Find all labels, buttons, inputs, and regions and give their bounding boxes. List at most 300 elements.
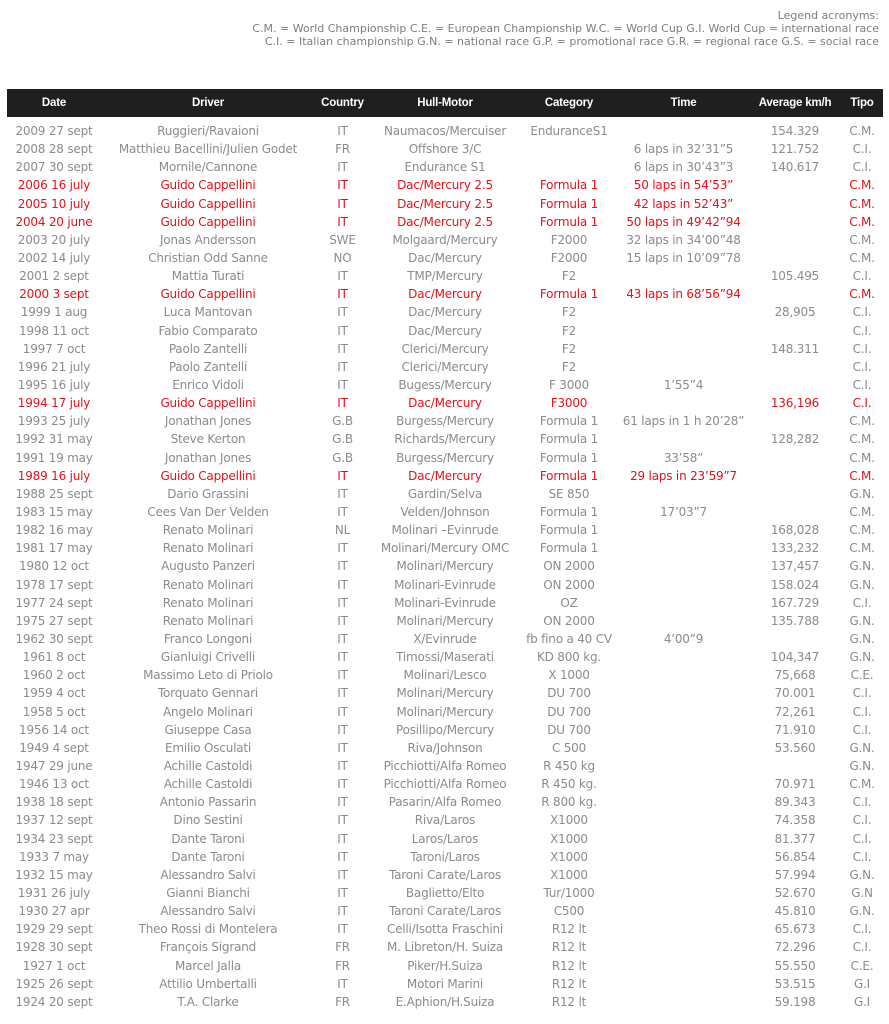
table-row [7, 848, 883, 866]
cell-time [618, 594, 749, 612]
cell-category: fb fino a 40 CV [526, 632, 612, 646]
cell-hull-motor: Dac/Mercury [408, 396, 482, 411]
cell-time [618, 267, 749, 285]
cell-country: IT [337, 214, 348, 229]
cell-tipo: C.M. [849, 777, 875, 792]
cell-time [618, 793, 749, 811]
cell-time [618, 485, 749, 503]
cell-hull-motor: Dac/Mercury [408, 305, 482, 320]
table-row [7, 666, 883, 684]
cell-average-speed: 136,196 [770, 396, 820, 411]
cell-time [618, 539, 749, 557]
cell-average-speed [749, 213, 841, 231]
cell-average-speed [749, 757, 841, 775]
cell-average-speed: 28,905 [774, 305, 816, 320]
cell-time [618, 117, 749, 140]
cell-country: IT [337, 668, 348, 683]
cell-category: Formula 1 [539, 505, 599, 520]
cell-tipo: C.I. [852, 795, 872, 810]
cell-average-speed: 128,282 [770, 432, 820, 447]
column-header-country: Country [315, 89, 370, 117]
cell-date: 1982 16 may [15, 523, 93, 538]
cell-tipo: C.I. [852, 323, 872, 338]
cell-time [618, 739, 749, 757]
cell-average-speed [749, 503, 841, 521]
cell-driver: Guido Cappellini [160, 178, 256, 193]
cell-date: 1992 31 may [15, 432, 93, 447]
cell-time [618, 358, 749, 376]
cell-tipo: G.N. [849, 740, 875, 755]
table-row [7, 557, 883, 575]
cell-date: 1998 11 oct [19, 323, 89, 338]
cell-date: 1995 16 july [17, 378, 91, 393]
cell-hull-motor: Molinari/Mercury OMC [380, 541, 510, 556]
table-row [7, 993, 883, 1011]
cell-date: 2007 30 sept [15, 160, 93, 175]
table-row [7, 358, 883, 376]
cell-tipo: C.M. [849, 468, 875, 483]
cell-time [618, 811, 749, 829]
cell-hull-motor: Piker/H.Suiza [407, 958, 483, 973]
cell-country: IT [337, 505, 348, 520]
cell-country: IT [337, 595, 348, 610]
cell-country: IT [337, 378, 348, 393]
cell-hull-motor: Laros/Laros [411, 831, 479, 846]
cell-tipo: G.N [851, 885, 873, 900]
table-row [7, 612, 883, 630]
cell-time [618, 884, 749, 902]
legend-line-2: C.I. = Italian championship G.N. = national race G.P. = promotional race G.R. = regional race G.S. = social race [264, 35, 879, 48]
cell-hull-motor: Dac/Mercury [408, 251, 482, 266]
cell-country: IT [337, 922, 348, 937]
cell-category: R12 lt [551, 976, 587, 991]
cell-country: IT [337, 196, 348, 211]
table-row [7, 648, 883, 666]
cell-average-speed [749, 285, 841, 303]
cell-time: 32 laps in 34’00”48 [626, 232, 741, 247]
cell-date: 2005 10 july [17, 196, 91, 211]
cell-average-speed [749, 195, 841, 213]
table-row [7, 117, 883, 140]
table-row [7, 539, 883, 557]
cell-average-speed [749, 358, 841, 376]
table-row [7, 503, 883, 521]
cell-driver: Guido Cappellini [160, 214, 256, 229]
cell-hull-motor: Gardin/Selva [407, 486, 483, 501]
cell-date: 2006 16 july [17, 178, 91, 193]
cell-country: IT [337, 813, 348, 828]
cell-average-speed [749, 630, 841, 648]
table-row [7, 303, 883, 321]
cell-category: F2 [561, 269, 577, 284]
cell-date: 1949 4 sept [19, 740, 89, 755]
table-row [7, 594, 883, 612]
cell-category: Formula 1 [539, 414, 599, 429]
cell-average-speed [749, 449, 841, 467]
cell-driver: Guido Cappellini [160, 396, 256, 411]
cell-tipo: C.M. [849, 251, 875, 266]
cell-country: SWE [329, 232, 356, 247]
cell-country: IT [337, 758, 348, 773]
cell-average-speed [749, 322, 841, 340]
cell-category: X1000 [550, 813, 588, 828]
cell-tipo: C.I. [852, 359, 872, 374]
cell-category: X1000 [550, 831, 588, 846]
cell-average-speed: 148.311 [770, 341, 820, 356]
table-row [7, 176, 883, 194]
cell-average-speed: 55.550 [774, 958, 816, 973]
column-header-tipo: Tipo [841, 89, 883, 117]
cell-tipo: C.I. [852, 722, 872, 737]
cell-country: IT [337, 468, 348, 483]
cell-driver: François Sigrand [159, 940, 257, 955]
cell-date: 2009 27 sept [15, 124, 93, 139]
cell-country: IT [337, 885, 348, 900]
table-row [7, 975, 883, 993]
cell-country: FR [335, 994, 350, 1009]
cell-category: C500 [553, 904, 585, 919]
cell-category: Formula 1 [539, 287, 599, 302]
cell-time [618, 684, 749, 702]
table-row [7, 213, 883, 231]
cell-driver: Guido Cappellini [160, 196, 256, 211]
cell-tipo: C.M. [849, 178, 875, 193]
table-row [7, 739, 883, 757]
legend-line-1: C.M. = World Championship C.E. = European Championship W.C. = World Cup G.I. World Cup = international race [252, 22, 879, 35]
cell-driver: Renato Molinari [162, 541, 254, 556]
cell-driver: Cees Van Der Velden [147, 505, 269, 520]
table-row [7, 793, 883, 811]
cell-category: R12 lt [551, 922, 587, 937]
cell-time [618, 648, 749, 666]
cell-hull-motor: Dac/Mercury [408, 468, 482, 483]
table-row [7, 920, 883, 938]
cell-average-speed: 57.994 [774, 867, 816, 882]
cell-date: 1988 25 sept [15, 486, 93, 501]
cell-country: IT [337, 359, 348, 374]
cell-category: R 450 kg. [541, 777, 597, 792]
column-header-hull-motor: Hull-Motor [370, 89, 520, 117]
cell-average-speed: 70.971 [774, 777, 816, 792]
cell-tipo: G.I [853, 994, 871, 1009]
cell-date: 1946 13 oct [19, 777, 89, 792]
cell-time: 61 laps in 1 h 20’28” [622, 414, 745, 429]
cell-hull-motor: Motori Marini [406, 976, 484, 991]
cell-category: ON 2000 [543, 613, 595, 628]
table-row [7, 884, 883, 902]
cell-driver: Alessandro Salvi [160, 867, 256, 882]
cell-country: IT [337, 904, 348, 919]
cell-average-speed: 53.560 [774, 740, 816, 755]
cell-date: 1947 29 june [15, 758, 93, 773]
cell-hull-motor: Molinari/Mercury [396, 704, 494, 719]
table-row [7, 757, 883, 775]
cell-date: 1933 7 may [19, 849, 89, 864]
cell-time [618, 394, 749, 412]
column-header-average: Average km/h [749, 89, 841, 117]
cell-tipo: C.M. [849, 414, 875, 429]
legend [252, 9, 879, 48]
cell-date: 1961 8 oct [22, 650, 86, 665]
cell-driver: Steve Kerton [170, 432, 246, 447]
cell-country: NL [334, 523, 351, 538]
cell-hull-motor: Picchiotti/Alfa Romeo [383, 758, 507, 773]
cell-hull-motor: Molgaard/Mercury [392, 232, 498, 247]
table-row [7, 412, 883, 430]
cell-average-speed: 121.752 [770, 142, 820, 157]
cell-average-speed: 59.198 [774, 994, 816, 1009]
cell-date: 1996 21 july [17, 359, 91, 374]
cell-date: 1934 23 sept [15, 831, 93, 846]
cell-hull-motor: Offshore 3/C [408, 142, 482, 157]
cell-tipo: C.M. [849, 505, 875, 520]
cell-time [618, 956, 749, 974]
cell-time [618, 322, 749, 340]
cell-hull-motor: Richards/Mercury [394, 432, 496, 447]
cell-tipo: C.M. [849, 196, 875, 211]
cell-category: R12 lt [551, 958, 587, 973]
cell-country: IT [337, 613, 348, 628]
table-row [7, 721, 883, 739]
cell-average-speed: 135.788 [770, 613, 820, 628]
cell-tipo: G.N. [849, 486, 875, 501]
cell-driver: Paolo Zantelli [168, 359, 248, 374]
cell-driver: T.A. Clarke [177, 994, 239, 1009]
cell-driver: Dante Taroni [171, 831, 245, 846]
cell-date: 1925 26 sept [15, 976, 93, 991]
cell-country: IT [337, 831, 348, 846]
cell-date: 1975 27 sept [15, 613, 93, 628]
cell-driver: Alessandro Salvi [160, 904, 256, 919]
cell-country: IT [337, 341, 348, 356]
cell-hull-motor: Molinari-Evinrude [394, 595, 496, 610]
cell-hull-motor: Riva/Laros [414, 813, 476, 828]
cell-date: 2004 20 june [15, 214, 93, 229]
cell-tipo: C.I. [852, 378, 872, 393]
cell-hull-motor: Posillipo/Mercury [396, 722, 494, 737]
header-row [7, 89, 883, 117]
cell-country: IT [337, 849, 348, 864]
cell-time: 1’55”4 [663, 378, 704, 393]
cell-driver: Dario Grassini [167, 486, 249, 501]
cell-category: F2000 [550, 232, 588, 247]
cell-driver: Theo Rossi di Montelera [138, 922, 278, 937]
cell-hull-motor: Burgess/Mercury [396, 414, 494, 429]
cell-category: DU 700 [547, 704, 591, 719]
cell-date: 1959 4 oct [22, 686, 86, 701]
cell-tipo: C.I. [852, 940, 872, 955]
cell-country: IT [337, 559, 348, 574]
cell-category: Formula 1 [539, 523, 599, 538]
cell-driver: Mornile/Cannone [158, 160, 258, 175]
cell-average-speed: 53.515 [774, 976, 816, 991]
cell-time [618, 721, 749, 739]
cell-country: IT [337, 541, 348, 556]
cell-time [618, 920, 749, 938]
cell-time: 29 laps in 23’59”7 [630, 468, 737, 483]
cell-date: 1937 12 sept [15, 813, 93, 828]
cell-country: IT [337, 396, 348, 411]
table-row [7, 521, 883, 539]
cell-tipo: C.I. [852, 160, 872, 175]
table-row [7, 430, 883, 448]
cell-hull-motor: Molinari/Mercury [396, 613, 494, 628]
cell-tipo: G.N. [849, 577, 875, 592]
cell-time [618, 975, 749, 993]
cell-average-speed [749, 249, 841, 267]
cell-time [618, 848, 749, 866]
cell-tipo: C.M. [849, 541, 875, 556]
cell-average-speed: 89.343 [774, 795, 816, 810]
table-row [7, 249, 883, 267]
cell-category: KD 800 kg. [536, 650, 602, 665]
cell-hull-motor: Clerici/Mercury [401, 341, 489, 356]
cell-tipo: G.N. [849, 867, 875, 882]
cell-driver: Renato Molinari [162, 523, 254, 538]
cell-country: FR [335, 958, 350, 973]
cell-tipo: C.M. [849, 450, 875, 465]
cell-hull-motor: Molinari/Mercury [396, 559, 494, 574]
cell-time [618, 866, 749, 884]
cell-hull-motor: Naumacos/Mercuiser [383, 124, 507, 139]
cell-category: Tur/1000 [543, 885, 595, 900]
cell-tipo: G.N. [849, 650, 875, 665]
cell-average-speed [749, 176, 841, 194]
cell-driver: Fabio Comparato [158, 323, 258, 338]
cell-hull-motor: Molinari/Mercury [396, 686, 494, 701]
cell-date: 1938 18 sept [15, 795, 93, 810]
table-row [7, 285, 883, 303]
cell-time: 43 laps in 68’56”94 [626, 287, 741, 302]
cell-driver: Giuseppe Casa [164, 722, 252, 737]
cell-country: IT [337, 704, 348, 719]
cell-average-speed: 52.670 [774, 885, 816, 900]
cell-time [618, 521, 749, 539]
cell-category: Formula 1 [539, 432, 599, 447]
cell-category: ON 2000 [543, 577, 595, 592]
cell-average-speed: 154.329 [770, 124, 820, 139]
cell-hull-motor: Molinari-Evinrude [394, 577, 496, 592]
table-row [7, 829, 883, 847]
cell-tipo: C.M. [849, 523, 875, 538]
cell-driver: Massimo Leto di Priolo [143, 668, 273, 683]
cell-date: 1924 20 sept [15, 994, 93, 1009]
cell-category: X 1000 [548, 668, 590, 683]
cell-date: 1932 15 may [15, 867, 93, 882]
cell-date: 1999 1 aug [20, 305, 88, 320]
cell-average-speed [749, 467, 841, 485]
cell-country: IT [337, 577, 348, 592]
cell-time: 6 laps in 30’43”3 [633, 160, 734, 175]
cell-driver: Gianni Bianchi [166, 885, 250, 900]
cell-tipo: G.N. [849, 559, 875, 574]
cell-driver: Jonas Andersson [159, 232, 257, 247]
cell-driver: Dino Sestini [173, 813, 243, 828]
cell-driver: Franco Longoni [163, 632, 253, 646]
cell-hull-motor: Celli/Isotta Fraschini [386, 922, 504, 937]
cell-time [618, 430, 749, 448]
cell-date: 1927 1 oct [22, 958, 86, 973]
records-table [7, 89, 883, 1011]
cell-average-speed: 104,347 [770, 650, 820, 665]
cell-hull-motor: Baglietto/Elto [405, 885, 485, 900]
cell-time: 50 laps in 54’53” [633, 178, 734, 193]
table-row [7, 158, 883, 176]
cell-average-speed: 71.910 [774, 722, 816, 737]
cell-average-speed: 133,232 [770, 541, 820, 556]
cell-hull-motor: Taroni Carate/Laros [388, 904, 502, 919]
column-header-driver: Driver [101, 89, 315, 117]
cell-driver: Renato Molinari [162, 613, 254, 628]
cell-country: IT [337, 124, 348, 139]
cell-date: 1989 16 july [17, 468, 91, 483]
cell-country: IT [337, 323, 348, 338]
cell-hull-motor: Velden/Johnson [400, 505, 490, 520]
cell-date: 2000 3 sept [19, 287, 89, 302]
cell-tipo: G.N. [849, 758, 875, 773]
cell-hull-motor: Picchiotti/Alfa Romeo [383, 777, 507, 792]
cell-tipo: C.I. [852, 922, 872, 937]
cell-time [618, 340, 749, 358]
cell-driver: Angelo Molinari [163, 704, 253, 719]
cell-category: F2 [561, 323, 577, 338]
cell-country: IT [337, 686, 348, 701]
cell-category: Formula 1 [539, 450, 599, 465]
cell-time [618, 703, 749, 721]
cell-date: 2008 28 sept [15, 142, 93, 157]
table-row [7, 811, 883, 829]
cell-country: IT [337, 650, 348, 665]
cell-driver: Christian Odd Sanne [148, 251, 268, 266]
cell-category: DU 700 [547, 686, 591, 701]
cell-average-speed: 72,261 [774, 704, 816, 719]
cell-time: 50 laps in 49’42”94 [626, 214, 741, 229]
cell-hull-motor: Taroni Carate/Laros [388, 867, 502, 882]
cell-time [618, 829, 749, 847]
cell-driver: Gianluigi Crivelli [160, 650, 256, 665]
cell-driver: Luca Mantovan [163, 305, 253, 320]
table-row [7, 140, 883, 158]
cell-category: C 500 [551, 740, 587, 755]
cell-tipo: G.N. [849, 904, 875, 919]
cell-driver: Augusto Panzeri [161, 559, 255, 574]
cell-average-speed: 140.617 [770, 160, 820, 175]
cell-average-speed [749, 412, 841, 430]
cell-tipo: G.N. [849, 632, 875, 646]
cell-average-speed [749, 231, 841, 249]
cell-hull-motor: Dac/Mercury [408, 287, 482, 302]
cell-country: FR [335, 940, 350, 955]
cell-driver: Renato Molinari [162, 595, 254, 610]
cell-category: OZ [560, 595, 578, 610]
cell-date: 2001 2 sept [19, 269, 89, 284]
column-header-category: Category [520, 89, 618, 117]
table-row [7, 322, 883, 340]
table-row [7, 956, 883, 974]
cell-driver: Achille Castoldi [163, 758, 253, 773]
table-row [7, 467, 883, 485]
cell-category: R12 lt [551, 994, 587, 1009]
cell-average-speed: 81.377 [774, 831, 816, 846]
cell-date: 1981 17 may [15, 541, 93, 556]
cell-category: F3000 [550, 396, 588, 411]
cell-category: Formula 1 [539, 541, 599, 556]
cell-tipo: C.I. [852, 341, 872, 356]
cell-driver: Guido Cappellini [160, 287, 256, 302]
cell-country: IT [337, 867, 348, 882]
cell-category: DU 700 [547, 722, 591, 737]
cell-hull-motor: Clerici/Mercury [401, 359, 489, 374]
